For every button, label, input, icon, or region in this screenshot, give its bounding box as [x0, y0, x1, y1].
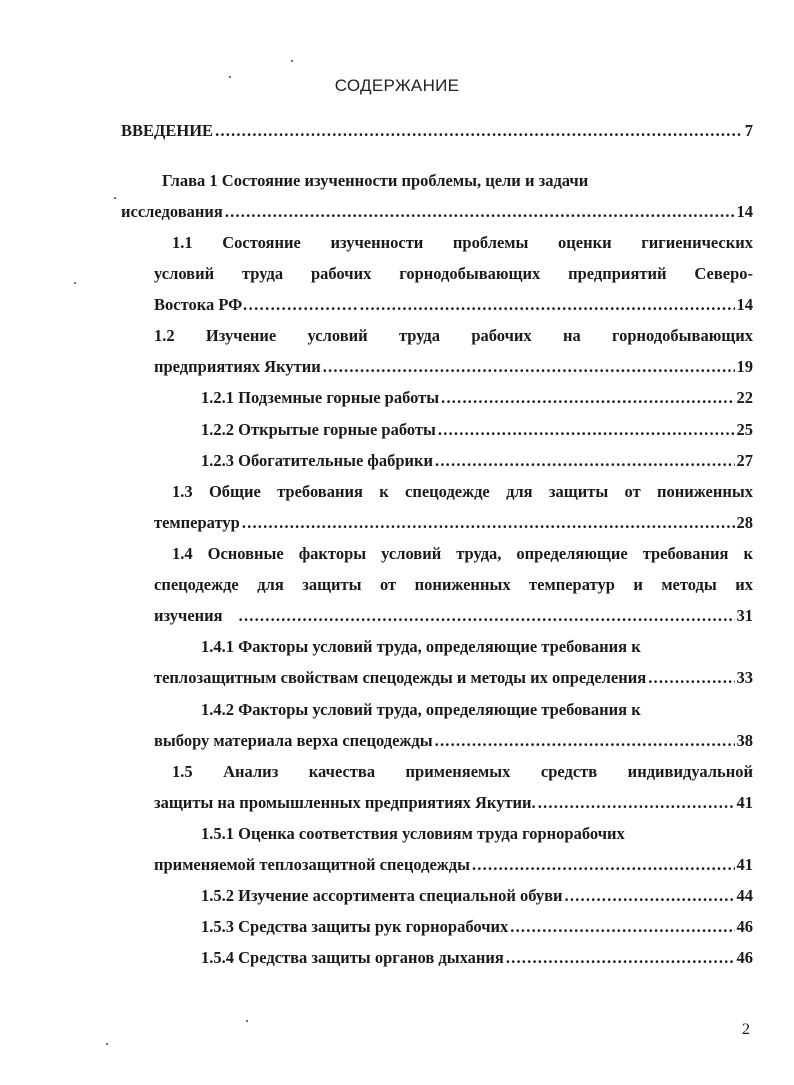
page-title: СОДЕРЖАНИЕ [334, 76, 460, 95]
dot-leader [215, 120, 743, 142]
scan-speck [246, 1020, 248, 1022]
toc-entry-title: теплозащитным свойствам спецодежды и методы их определения [154, 668, 647, 687]
toc-entry-1-1-end [154, 294, 753, 316]
dot-leader [648, 667, 734, 689]
dot-leader [565, 885, 735, 907]
dot-leader [242, 512, 735, 534]
toc-entry-1-2-1 [201, 387, 753, 409]
toc-entry-chapter-1: Глава 1 Состояние изученности проблемы, цели и задачи [162, 171, 589, 190]
toc-entry-1-2: 1.2 Изучение условий труда рабочих на горнодобывающих [154, 326, 753, 345]
toc-entry-title: изучения [154, 606, 223, 625]
scan-speck [114, 197, 116, 199]
toc-entry-1-3: 1.3 Общие требования к спецодежде для защиты от пониженных [172, 482, 753, 501]
toc-page-number: 33 [736, 668, 753, 687]
dot-leader [538, 792, 735, 814]
toc-entry-1-4: 1.4 Основные факторы условий труда, определяющие требования к [172, 544, 753, 563]
toc-entry-1-4-2-end [154, 730, 753, 752]
toc-page-number: 27 [736, 451, 753, 470]
toc-entry-1-5-1-end [154, 854, 753, 876]
dot-leader [472, 854, 735, 876]
toc-entry-title: 1.5.4 Средства защиты органов дыхания [201, 948, 504, 967]
toc-entry-1-4-end [154, 605, 753, 627]
toc-page-number: 7 [744, 121, 753, 140]
toc-entry-1-5-1: 1.5.1 Оценка соответствия условиям труда горнорабочих [201, 824, 625, 843]
toc-entry-1-1-cont: условий труда рабочих горнодобывающих предприятий Северо- [154, 264, 753, 283]
toc-entry-title: 1.2.3 Обогатительные фабрики [201, 451, 434, 470]
dot-leader [323, 356, 735, 378]
toc-entry-1-3-end [154, 512, 753, 534]
scan-speck [74, 282, 76, 284]
toc-entry-title: 1.2.1 Подземные горные работы [201, 388, 440, 407]
scan-speck [106, 1043, 108, 1045]
toc-entry-1-4-1-end [154, 667, 753, 689]
toc-entry-title: выбору материала верха спецодежды [154, 731, 433, 750]
dot-leader [441, 387, 734, 409]
toc-page-number: 46 [736, 917, 753, 936]
toc-page-number: 31 [736, 606, 753, 625]
toc-entry-1-5-end [154, 792, 753, 814]
toc-entry-title: ВВЕДЕНИЕ [121, 121, 214, 140]
toc-entry-1-2-2 [201, 419, 753, 441]
toc-page-number: 41 [736, 793, 753, 812]
toc-page-number: 28 [736, 513, 753, 532]
toc-entry-1-5: 1.5 Анализ качества применяемых средств индивидуальной [172, 762, 753, 781]
scan-speck [229, 76, 231, 78]
toc-entry-1-4-2: 1.4.2 Факторы условий труда, определяющие требования к [201, 700, 641, 719]
toc-entry-title: температур [154, 513, 240, 532]
toc-entry-1-5-4 [201, 947, 753, 969]
scan-speck [291, 60, 293, 62]
toc-page-number: 19 [736, 357, 753, 376]
toc-entry-title: исследования [121, 202, 223, 221]
toc-entry-title: 1.5.2 Изучение ассортимента специальной обуви [201, 886, 563, 905]
toc-page-number: 14 [736, 202, 753, 221]
toc-entry-title: предприятиях Якутии [154, 357, 321, 376]
toc-entry-intro [121, 120, 753, 142]
toc-page-number: 44 [736, 886, 753, 905]
toc-entry-1-5-2 [201, 885, 753, 907]
dot-leader [435, 730, 735, 752]
toc-entry-1-4-1: 1.4.1 Факторы условий труда, определяющие требования к [201, 637, 641, 656]
toc-entry-title: применяемой теплозащитной спецодежды [154, 855, 470, 874]
toc-page-number: 14 [736, 295, 753, 314]
dot-leader [435, 450, 734, 472]
toc-entry-1-2-3 [201, 450, 753, 472]
toc-page-number: 38 [736, 731, 753, 750]
toc-entry-1-4-cont: спецодежде для защиты от пониженных температур и методы их [154, 575, 753, 594]
toc-page-number: 22 [736, 388, 753, 407]
toc-entry-title: защиты на промышленных предприятиях Якутии. [154, 793, 536, 812]
toc-entry-title: 1.2.2 Открытые горные работы [201, 420, 436, 439]
page-number: 2 [742, 1021, 750, 1038]
dot-leader [225, 201, 735, 223]
dot-leader [438, 419, 735, 441]
toc-entry-1-1: 1.1 Состояние изученности проблемы оценки гигиенических [172, 233, 753, 252]
toc-entry-1-5-3 [201, 916, 753, 938]
toc-entry-title: 1.5.3 Средства защиты рук горнорабочих [201, 917, 509, 936]
dot-leader [510, 916, 734, 938]
dot-leader [360, 294, 735, 316]
toc-entry-chapter-1-cont [121, 201, 753, 223]
toc-page-number: 25 [736, 420, 753, 439]
toc-entry-1-2-end [154, 356, 753, 378]
dot-leader [239, 605, 735, 627]
toc-entry-title: Востока РФ………………… [154, 295, 358, 314]
toc-page-number: 41 [736, 855, 753, 874]
toc-page-number: 46 [736, 948, 753, 967]
dot-leader [506, 947, 735, 969]
